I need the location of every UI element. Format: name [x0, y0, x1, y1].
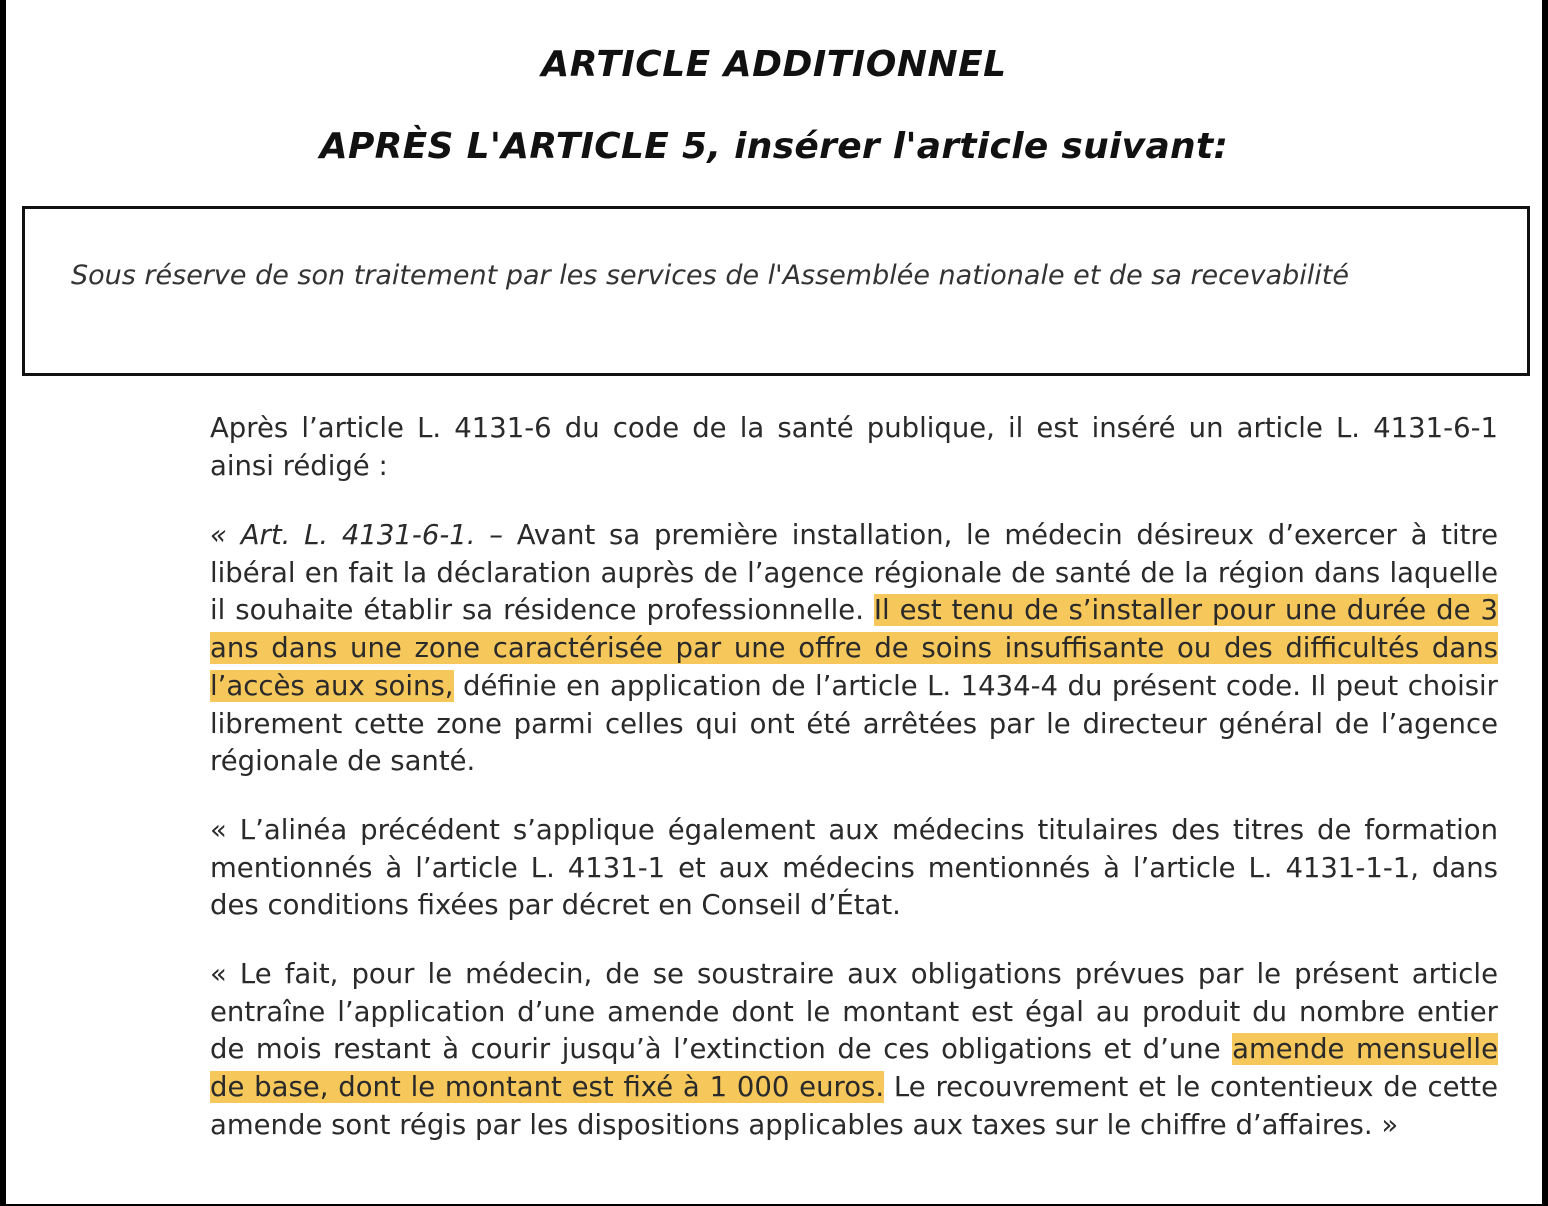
- paragraph-scope-text: « L’alinéa précédent s’applique également aux médecins titulaires des titres de formation mentionnés à l’article L. 4131-1 et aux médecins mentionnés à l’article L. 4131-1-1, dans des conditions fixées par décret en Conseil d’État.: [210, 814, 1498, 922]
- article-heading: ARTICLE ADDITIONNEL: [541, 44, 1007, 85]
- paragraph-intro: [210, 410, 1498, 485]
- paragraph-penalty: [210, 956, 1498, 1145]
- document-page: [6, 0, 1542, 1204]
- notice-box: [22, 206, 1530, 376]
- paragraph-article-text: [210, 517, 1498, 781]
- paragraph-penalty-start: « Le fait, pour le médecin, de se soustraire aux obligations prévues par le présent article entraîne l’application d’une amende dont le montant est égal au produit du nombre entier de mois restant à courir jusqu’à l’extinction de ces obligations et d’une: [210, 958, 1498, 1066]
- article-subheading: APRÈS L'ARTICLE 5, insérer l'article suivant:: [319, 126, 1229, 167]
- paragraph-scope: [210, 812, 1498, 925]
- paragraph-article-text-start: Avant sa première installation, le médecin désireux d’exercer à titre libéral en fait la déclaration auprès de l’agence régionale de santé de la région dans laquelle il souhaite établir sa résidence professionnelle.: [210, 519, 1498, 627]
- notice-text: Sous réserve de son traitement par les services de l'Assemblée nationale et de sa recevabilité: [71, 260, 1349, 291]
- article-reference: « Art. L. 4131-6-1. –: [210, 519, 503, 551]
- highlighted-obligation: Il est tenu de s’installer pour une durée de 3 ans dans une zone caractérisée par une offre de soins insuffisante ou des difficultés dans l’accès aux soins,: [210, 594, 1498, 702]
- paragraph-intro-text: Après l’article L. 4131-6 du code de la santé publique, il est inséré un article L. 4131-6-1 ainsi rédigé :: [210, 412, 1498, 482]
- paragraph-penalty-end: Le recouvrement et le contentieux de cette amende sont régis par les dispositions applicables aux taxes sur le chiffre d’affaires. »: [210, 1071, 1498, 1141]
- paragraph-article-text-end: définie en application de l’article L. 1434-4 du présent code. Il peut choisir librement cette zone parmi celles qui ont été arrêtées par le directeur général de l’agence régionale de santé.: [210, 669, 1498, 778]
- highlighted-fine: amende mensuelle de base, dont le montant est fixé à 1 000 euros.: [210, 1033, 1498, 1104]
